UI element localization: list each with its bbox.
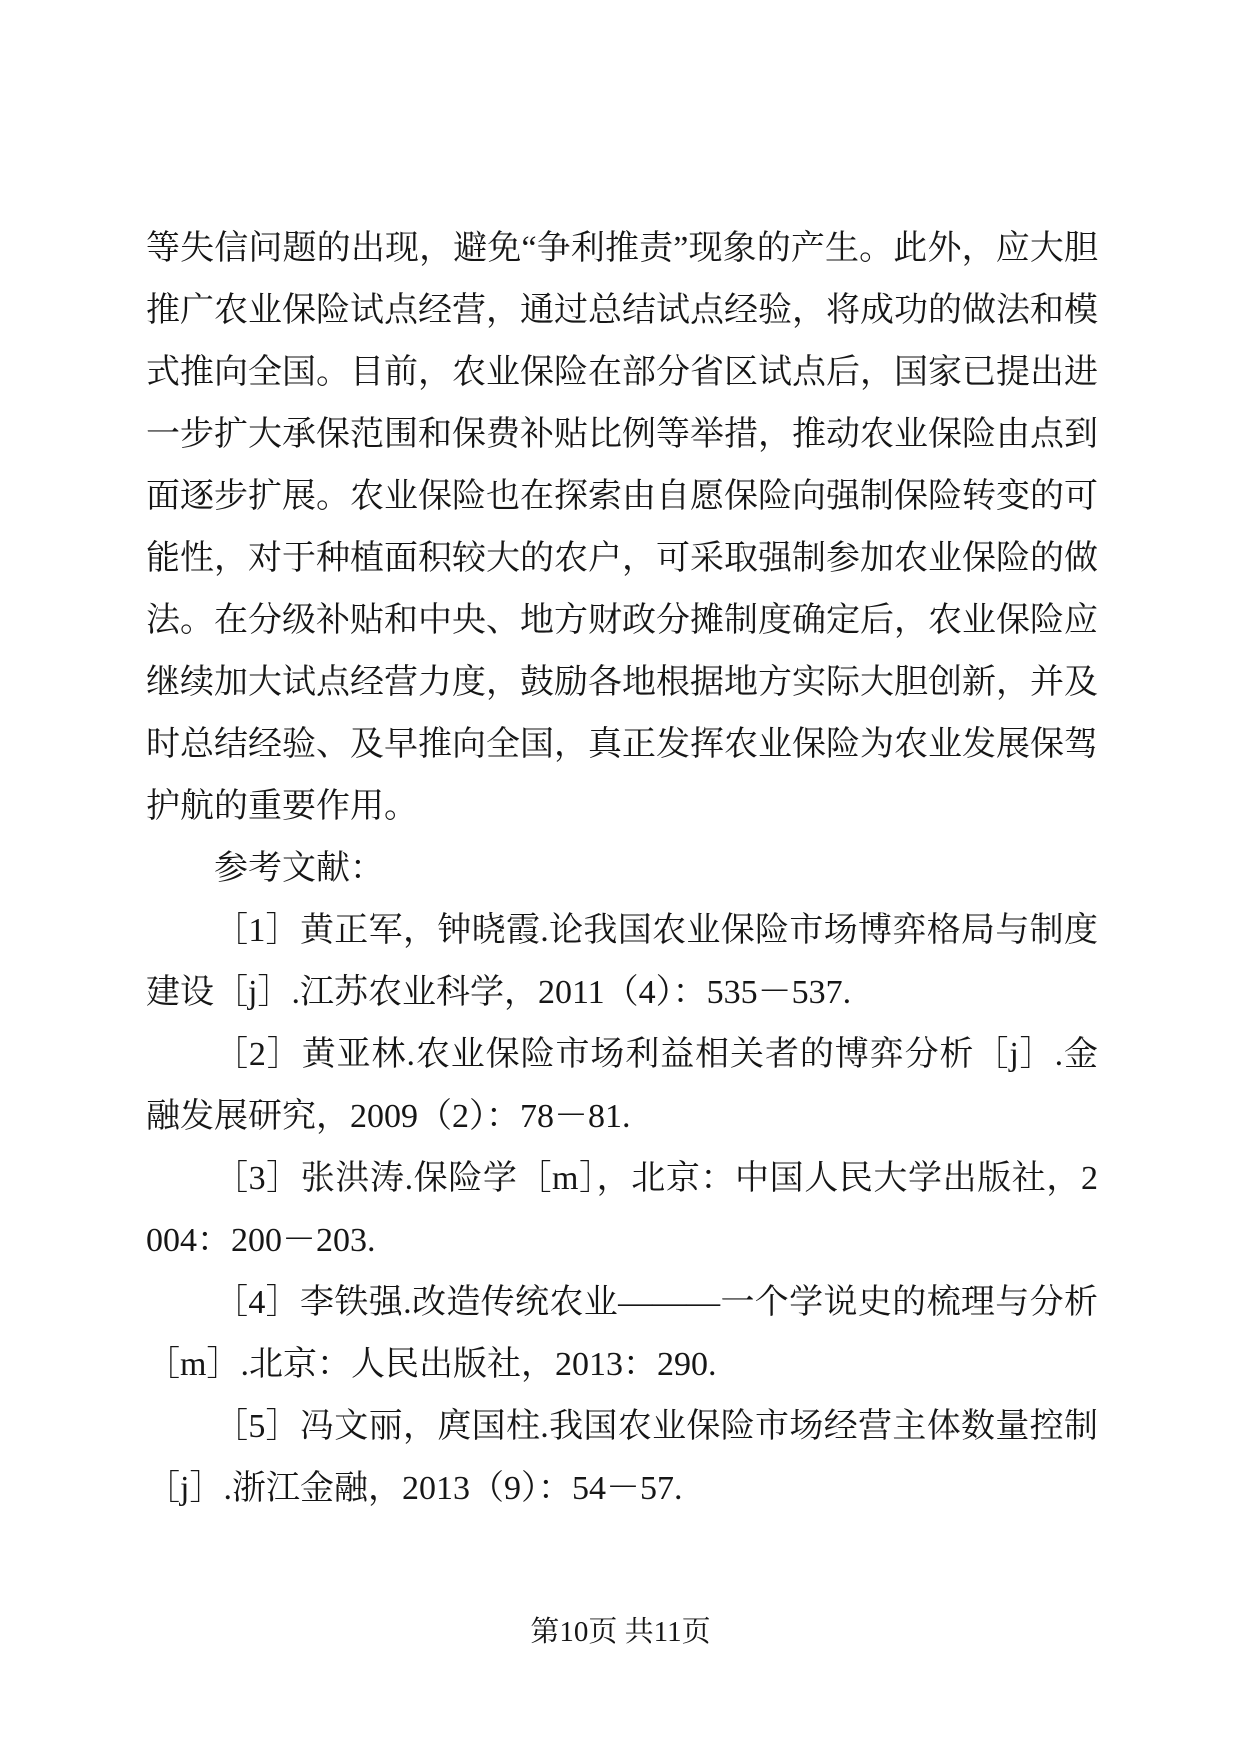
reference-item-2: ［2］黄亚林.农业保险市场利益相关者的博弈分析［j］.金融发展研究，2009（2）：78－81. (146, 1036, 1098, 1135)
references-heading: 参考文献： (214, 850, 384, 887)
page-content (146, 218, 1098, 1520)
reference-item-5: ［5］冯文丽，庹国柱.我国农业保险市场经营主体数量控制［j］.浙江金融，2013（9）：54－57. (146, 1408, 1098, 1507)
reference-item-1: ［1］黄正军，钟晓霞.论我国农业保险市场博弈格局与制度建设［j］.江苏农业科学，2011（4）：535－537. (146, 912, 1098, 1011)
page-number-label: 第10页 共11页 (530, 1616, 711, 1648)
reference-item-4: ［4］李铁强.改造传统农业———一个学说史的梳理与分析［m］.北京：人民出版社，2013：290. (146, 1284, 1098, 1383)
reference-item-3: ［3］张洪涛.保险学［m］，北京：中国人民大学出版社，2004：200－203. (146, 1160, 1098, 1259)
page-footer (0, 1612, 1241, 1652)
body-paragraph: 等失信问题的出现，避免“争利推责”现象的产生。此外，应大胆推广农业保险试点经营，通过总结试点经验，将成功的做法和模式推向全国。目前，农业保险在部分省区试点后，国家已提出进一步扩大承保范围和保费补贴比例等举措，推动农业保险由点到面逐步扩展。农业保险也在探索由自愿保险向强制保险转变的可能性，对于种植面积较大的农户，可采取强制参加农业保险的做法。在分级补贴和中央、地方财政分摊制度确定后，农业保险应继续加大试点经营力度，鼓励各地根据地方实际大胆创新，并及时总结经验、及早推向全国，真正发挥农业保险为农业发展保驾护航的重要作用。 (146, 230, 1098, 825)
